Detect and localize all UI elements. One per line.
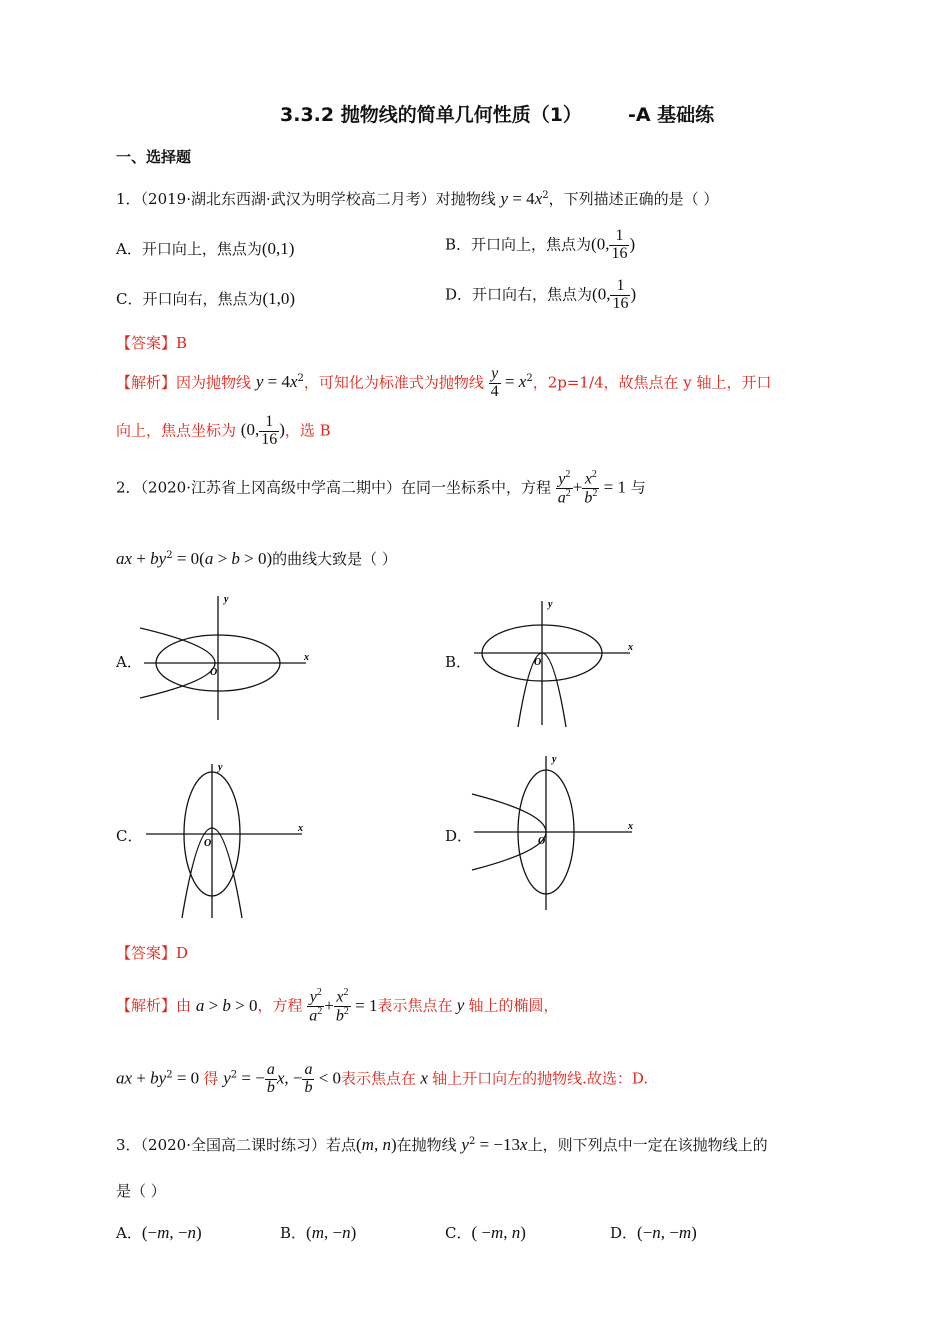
q1-analysis-line2: 向上，焦点坐标为 (0, $\frac{1}{16}$ )，选 B: [116, 413, 331, 448]
q2-option-b-label[interactable]: B．: [445, 653, 472, 671]
q2-option-d-label[interactable]: D．: [445, 827, 473, 845]
q3-option-b[interactable]: B．(m, −n): [280, 1223, 357, 1242]
q3-option-d[interactable]: D．(−n, −m): [610, 1223, 697, 1242]
q1-option-b[interactable]: B．开口向上，焦点为(0, $\frac{1}{16}$ ): [445, 227, 636, 262]
q3-stem-line2: 是（ ）: [116, 1182, 166, 1200]
q3-stem-line1: 3．（2020·全国高二课时练习）若点(m, n)在抛物线 $y^2 = -13x$上，则下列点中一定在该抛物线上的: [116, 1135, 768, 1154]
q1-option-d[interactable]: D．开口向右，焦点为(0, $\frac{1}{16}$ ): [445, 277, 637, 312]
q3-option-a[interactable]: A．(−m, −n): [116, 1223, 202, 1242]
q1-option-a[interactable]: A．开口向上，焦点为(0,1): [116, 239, 295, 258]
origin-label: O: [538, 836, 546, 847]
q2-option-a-label[interactable]: A．: [116, 653, 142, 671]
q2-graph-a[interactable]: [140, 590, 320, 725]
q1-stem: 1．（2019·湖北东西湖·武汉为明学校高二月考）对抛物线 $y = 4x^2$，下列描述正确的是（ ）: [116, 189, 719, 208]
origin-label: O: [210, 667, 218, 678]
q3-option-c[interactable]: C．( −m, n): [445, 1223, 526, 1242]
q2-analysis-line2: ax + $by^2 = 0$ 得 $y^2$ = − $\frac{a}{b}$ x, − $\frac{a}{b}$ < 0表示焦点在 x 轴上开口向左的抛物线.故选：D.: [116, 1061, 649, 1096]
origin-label: O: [204, 838, 212, 849]
q2-stem-line2: ax + $by^2 = 0(a > b > 0)$的曲线大致是（ ）: [116, 549, 397, 568]
q2-answer: 【答案】D: [116, 944, 189, 962]
q2-option-c-label[interactable]: C．: [116, 827, 143, 845]
q1-option-c[interactable]: C．开口向右，焦点为(1,0): [116, 289, 296, 308]
q1-analysis-line1: 【解析】因为抛物线 $y = 4x^2$，可知化为标准式为抛物线 $\frac{y}{4}$ = $x^2$，2p=1/4，故焦点在 y 轴上，开口: [116, 365, 772, 400]
section-heading: 一、选择题: [116, 148, 192, 166]
page-title: 3.3.2 抛物线的简单几何性质（1） -A 基础练: [280, 104, 715, 126]
q2-graph-b[interactable]: [470, 595, 640, 730]
q2-stem-line1: 2．（2020·江苏省上冈高级中学高二期中）在同一坐标系中，方程 $\frac{y^2}{a^2}$ + $\frac{x^2}{b^2}$ = 1 与: [116, 469, 646, 507]
y-axis-label: y: [218, 762, 223, 773]
x-axis-label: x: [628, 642, 633, 653]
y-axis-label: y: [552, 754, 557, 765]
q2-analysis-line1: 【解析】由 a > b > 0，方程 $\frac{y^2}{a^2}$ + $\frac{x^2}{b^2}$ = 1表示焦点在 y 轴上的椭圆，: [116, 987, 559, 1025]
x-axis-label: x: [304, 652, 309, 663]
q2-graph-c[interactable]: [142, 758, 312, 923]
origin-label: O: [534, 657, 542, 668]
x-axis-label: x: [298, 823, 303, 834]
q1-answer: 【答案】B: [116, 334, 188, 352]
y-axis-label: y: [548, 599, 553, 610]
q2-graph-d[interactable]: [470, 750, 640, 915]
y-axis-label: y: [224, 594, 229, 605]
x-axis-label: x: [628, 821, 633, 832]
